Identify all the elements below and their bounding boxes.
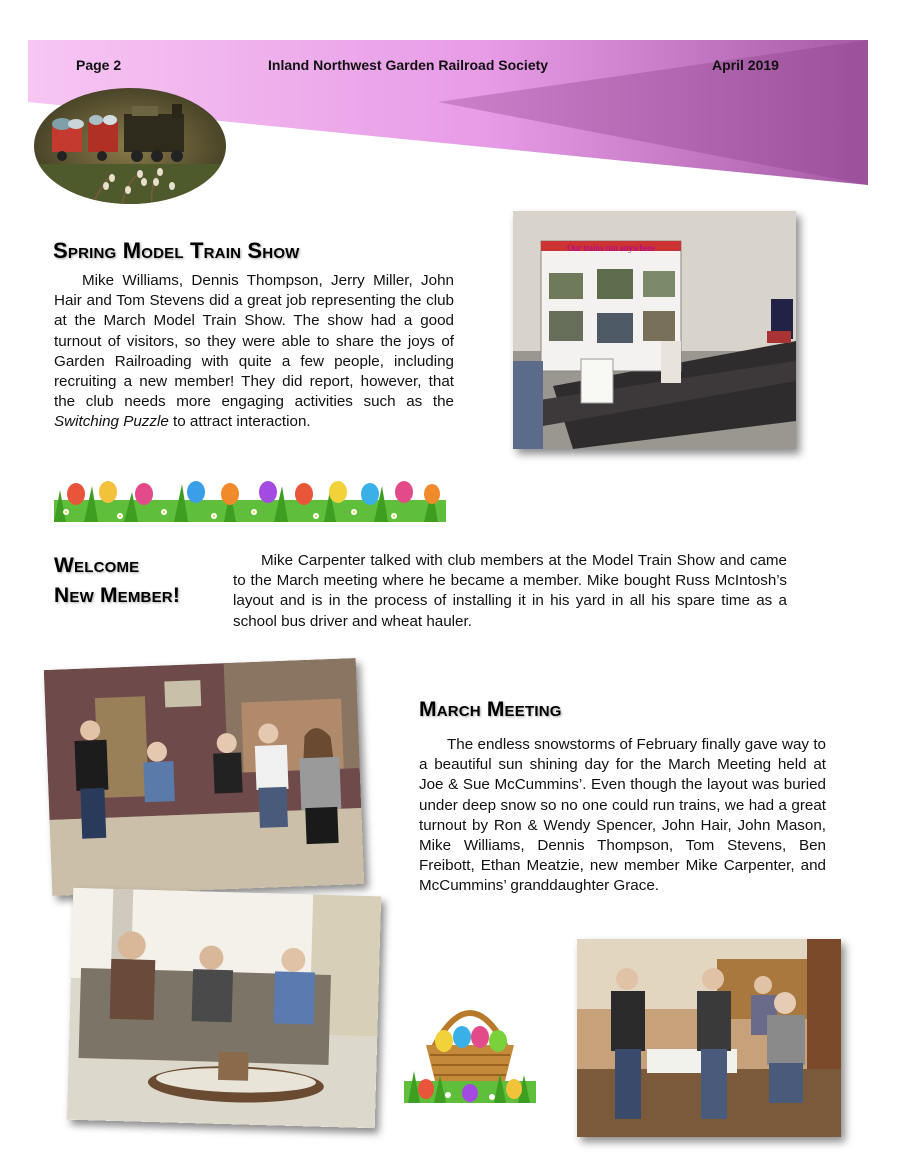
meeting-standing-photo bbox=[577, 939, 841, 1137]
meeting-couch-photo bbox=[67, 888, 381, 1129]
welcome-heading bbox=[54, 551, 180, 611]
welcome-body: Mike Carpenter talked with club members at the Model Train Show and came to the March meeting where he became a member. Mike bought Russ McIntosh’s layout and is in the process of installing it in his yard in all his spare time as a school bus driver and wheat hauler. bbox=[233, 552, 787, 630]
meeting-group-photo bbox=[44, 658, 364, 896]
welcome-heading-line1: Welcome bbox=[54, 554, 140, 577]
issue-date: April 2019 bbox=[712, 57, 779, 73]
easter-basket-image bbox=[404, 985, 536, 1103]
march-meeting-heading: March Meeting bbox=[419, 698, 562, 721]
page-number: Page 2 bbox=[76, 57, 122, 73]
welcome-heading-line2: New Member! bbox=[54, 584, 181, 607]
train-show-display-photo bbox=[513, 211, 796, 449]
train-logo-image bbox=[32, 86, 228, 206]
spring-show-heading: Spring Model Train Show bbox=[53, 238, 300, 263]
newsletter-org-name: Inland Northwest Garden Railroad Society bbox=[268, 57, 549, 73]
spring-show-body: Mike Williams, Dennis Thompson, Jerry Miller, John Hair and Tom Stevens did a great job representing the club at the March Model Train Show. The show had a good turnout of visitors, so they were able to share the joys of Garden Railroading with quite a few people, including recruiting a new member! They did report, however, that the club needs more engaging activities such as the Switching Puzzle to attract interaction. bbox=[54, 272, 454, 431]
easter-eggs-grass-divider bbox=[54, 476, 446, 522]
display-board-title: Our trains run anywhere bbox=[567, 243, 655, 253]
march-meeting-body: The endless snowstorms of February finally gave way to a beautiful sun shining day for the March Meeting held at Joe & Sue McCummins’. Even though the layout was buried under deep snow so no one could run trains, we had a great turnout by Ron & Wendy Spencer, John Hair, John Mason, Mike Williams, Dennis Thompson, Tom Stevens, Ben Freibott, Ethan Meatzie, new member Mike Carpenter, and McCummins’ granddaughter Grace. bbox=[419, 736, 826, 895]
